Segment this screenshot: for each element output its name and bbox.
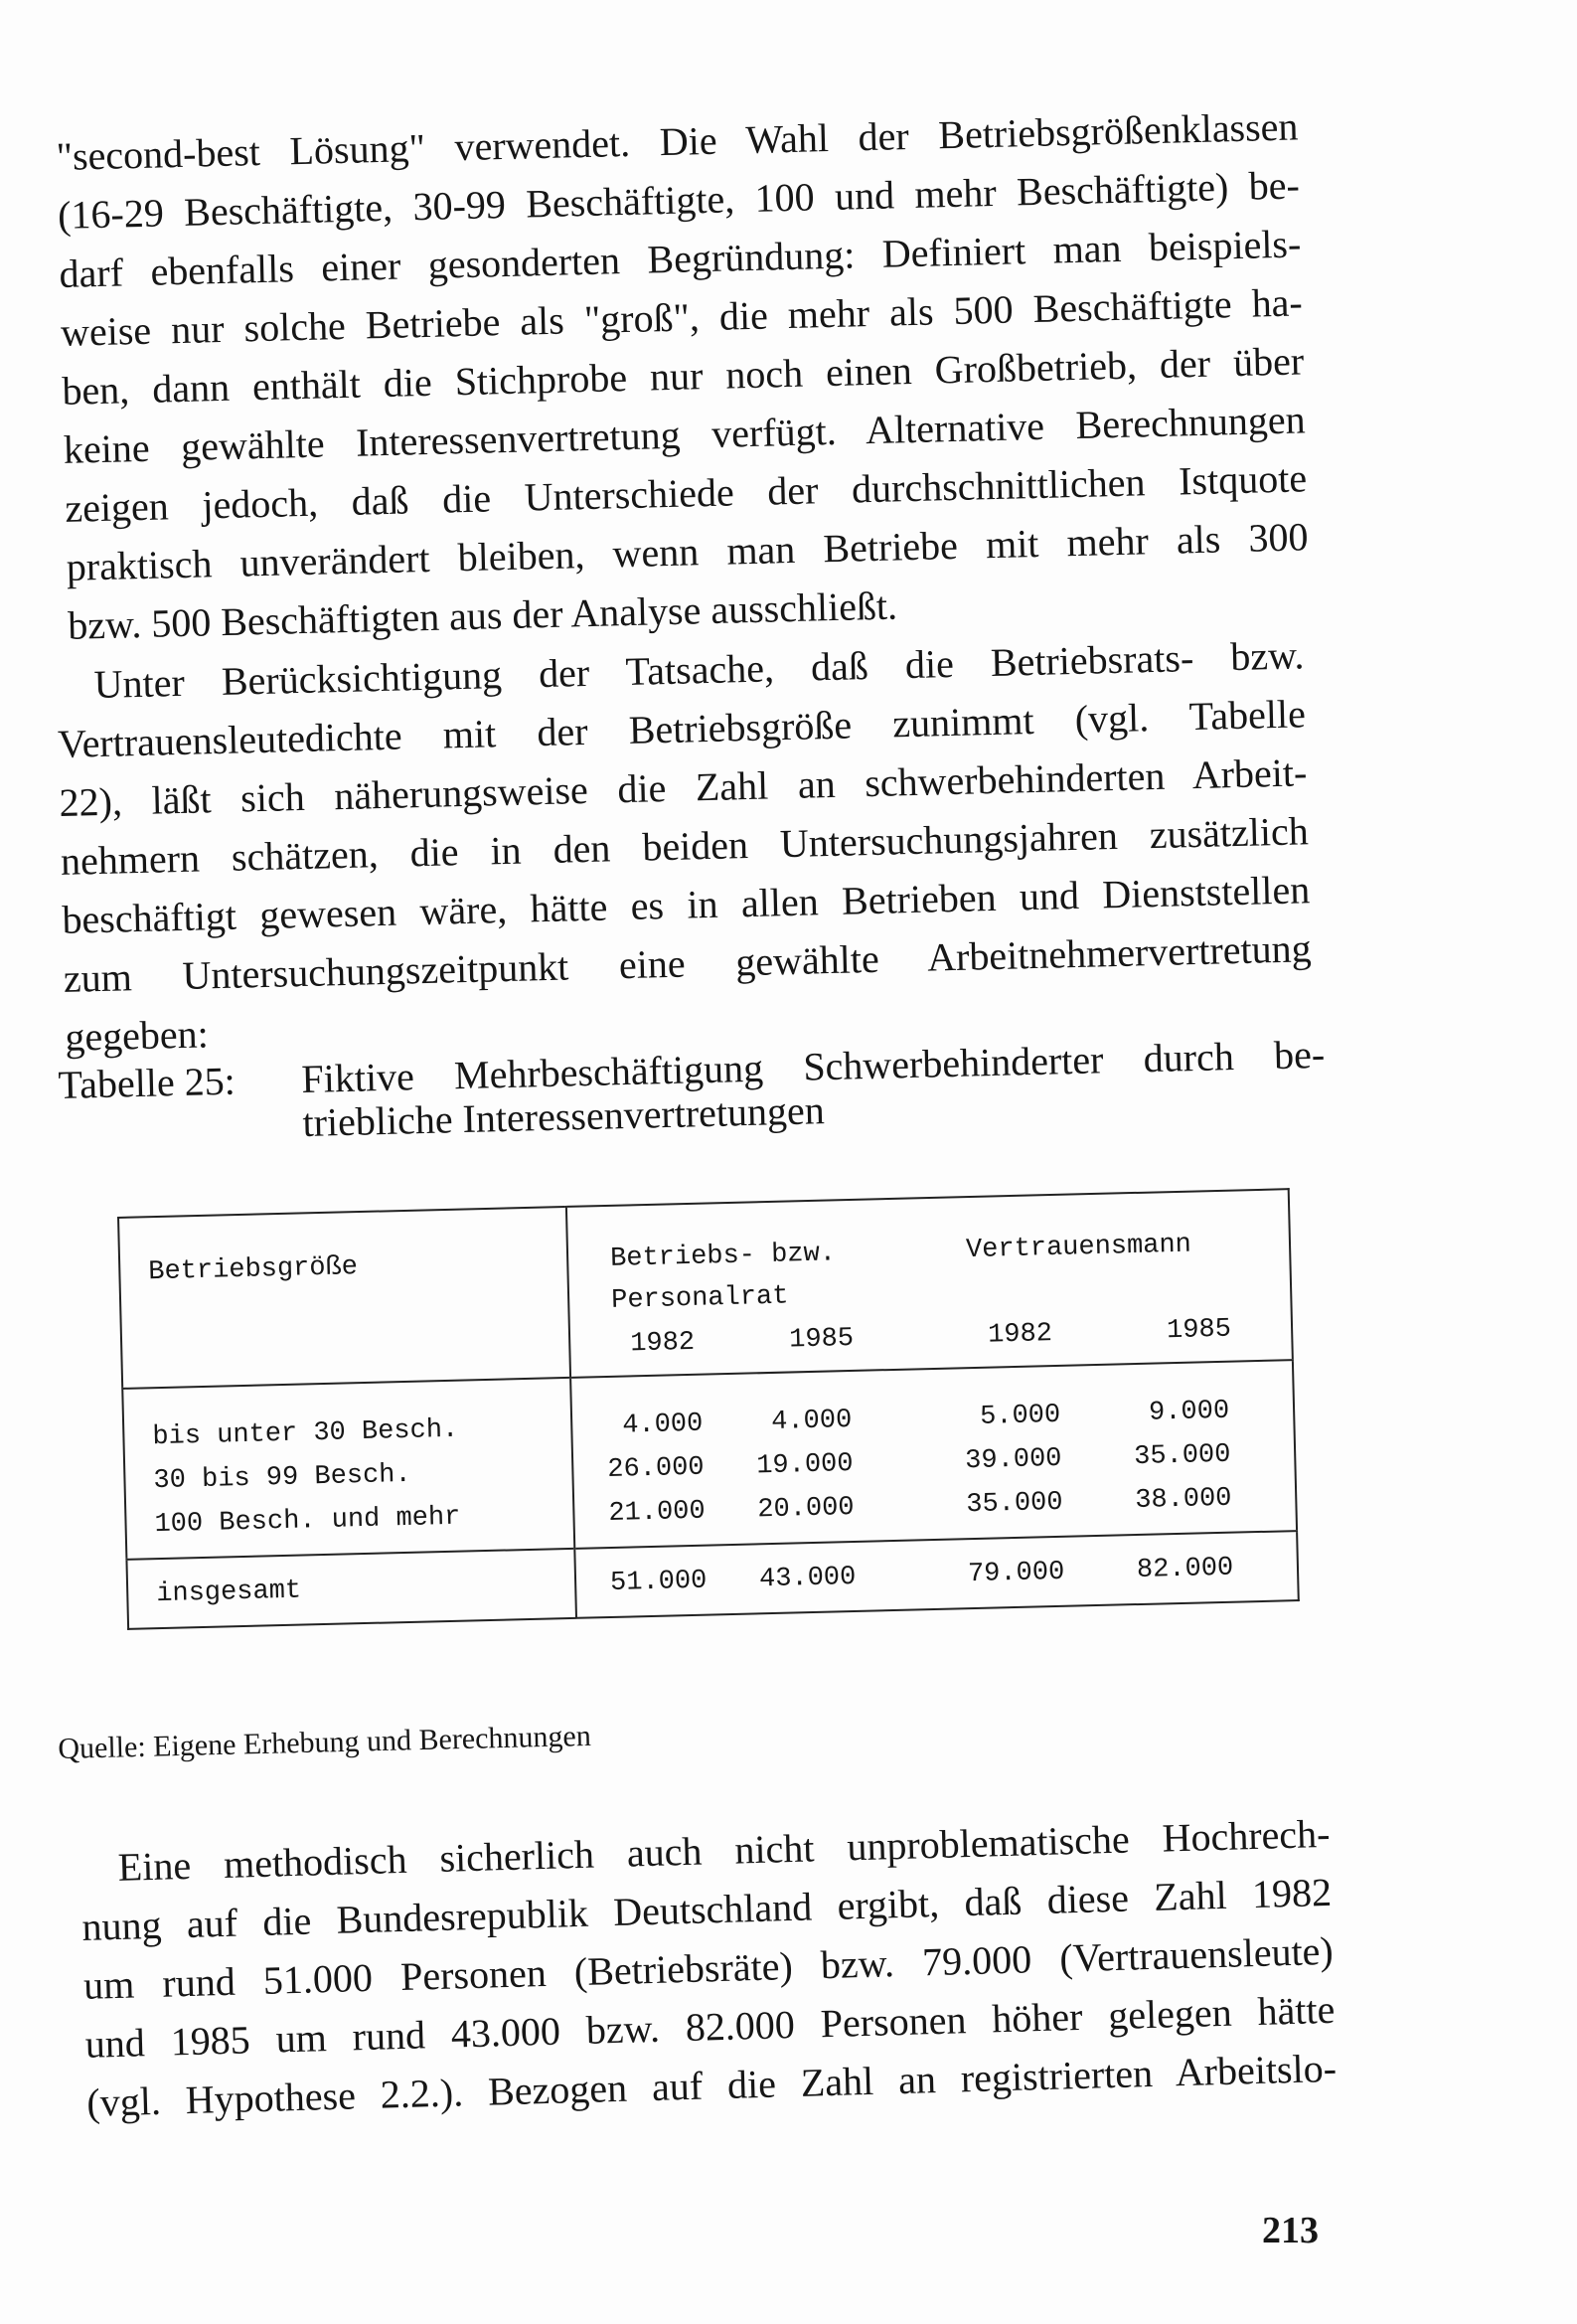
- table-body-row: [122, 1360, 1297, 1560]
- text-line: ben, dann enthält die Stichprobe nur noch einen Großbetrieb, der über: [61, 338, 1305, 414]
- table-cell: 79.000: [967, 1557, 1065, 1590]
- column-header-year: 1982: [987, 1319, 1053, 1351]
- table-header-cell: [118, 1207, 570, 1389]
- text-line: zum Untersuchungszeitpunkt eine gewählte Arbeitnehmervertretung: [63, 925, 1313, 1001]
- row-label: bis unter 30 Besch.: [152, 1414, 459, 1453]
- table-cell: 35.000: [965, 1487, 1063, 1521]
- text-line: (16-29 Beschäftigte, 30-99 Beschäftigte, 100 und mehr Beschäftigte) be-: [57, 162, 1301, 238]
- text-line: nung auf die Bundesrepublik Deutschland ergibt, daß diese Zahl 1982: [80, 1869, 1333, 1949]
- table-caption-line: triebliche Interessenvertretungen: [301, 1087, 826, 1145]
- column-group-header-vertrauensmann: Vertrauensmann: [965, 1230, 1192, 1266]
- paragraph-3: [79, 1804, 1338, 2132]
- row-label: 30 bis 99 Besch.: [153, 1459, 412, 1497]
- table-cell: 19.000: [755, 1448, 854, 1482]
- table-cell: 51.000: [609, 1566, 708, 1598]
- text-line: bzw. 500 Beschäftigten aus der Analyse ausschließt.: [67, 582, 898, 648]
- table-cell: 21.000: [608, 1496, 707, 1530]
- text-line: gegeben:: [64, 1011, 210, 1060]
- table-total-label-cell: [126, 1549, 576, 1629]
- text-line: Eine methodisch sicherlich auch nicht unproblematische Hochrech-: [117, 1810, 1331, 1890]
- table-source-note: Quelle: Eigene Erhebung und Berechnungen: [58, 1719, 592, 1765]
- table-cell: 43.000: [758, 1562, 857, 1595]
- table-header-cell: [566, 1189, 1293, 1378]
- paragraph-2: [56, 625, 1314, 1067]
- text-line: zeigen jedoch, daß die Unterschiede der durchschnittlichen Istquote: [64, 455, 1308, 531]
- column-header-year: 1985: [788, 1323, 855, 1356]
- column-group-header-betriebsrat: Betriebs- bzw.: [609, 1239, 837, 1274]
- data-table-wrapper: [117, 1188, 1300, 1634]
- column-header-betriebsgroesse: Betriebsgröße: [148, 1252, 359, 1288]
- paragraph-1: [56, 96, 1311, 654]
- table-cell: 4.000: [770, 1406, 853, 1437]
- column-header-year: 1982: [629, 1327, 696, 1360]
- table-caption-line: Fiktive Mehrbeschäftigung Schwerbehinderter durch be-: [300, 1031, 1326, 1102]
- total-row-label: insgesamt: [155, 1576, 302, 1610]
- page-number: 213: [1262, 2210, 1319, 2251]
- text-line: "second-best Lösung" verwendet. Die Wahl der Betriebsgrößenklassen: [56, 103, 1299, 179]
- table-cell: 5.000: [979, 1400, 1061, 1432]
- table-caption-label: Tabelle 25:: [57, 1058, 237, 1107]
- text-line: beschäftigt gewesen wäre, hätte es in allen Betrieben und Dienststellen: [61, 867, 1311, 942]
- table-row-labels: [122, 1378, 574, 1560]
- column-header-year: 1985: [1166, 1314, 1232, 1347]
- row-label: 100 Besch. und mehr: [154, 1502, 461, 1541]
- table-cell: 26.000: [607, 1452, 705, 1486]
- column-group-header-betriebsrat: Personalrat: [610, 1281, 789, 1316]
- table-cell: 39.000: [964, 1443, 1062, 1477]
- text-line: darf ebenfalls einer gesonderten Begründung: Definiert man beispiels-: [59, 221, 1302, 296]
- table-cell: 9.000: [1148, 1396, 1230, 1428]
- text-line: praktisch unverändert bleiben, wenn man Betriebe mit mehr als 300: [66, 514, 1309, 589]
- table-cell: 38.000: [1134, 1483, 1232, 1517]
- table-cell: 82.000: [1136, 1553, 1234, 1586]
- text-line: und 1985 um rund 43.000 bzw. 82.000 Personen höher gelegen hätte: [84, 1986, 1336, 2067]
- table-row-values: [570, 1360, 1297, 1549]
- data-table: [117, 1188, 1300, 1630]
- text-line: (vgl. Hypothese 2.2.). Bezogen auf die Zahl an registrierten Arbeitslo-: [85, 2045, 1338, 2125]
- table-cell: 20.000: [757, 1492, 855, 1526]
- text-line: Vertrauensleutedichte mit der Betriebsgröße zunimmt (vgl. Tabelle: [57, 691, 1307, 766]
- text-line: keine gewählte Interessenvertretung verfügt. Alternative Berechnungen: [63, 397, 1307, 472]
- text-line: 22), läßt sich näherungsweise die Zahl an schwerbehinderten Arbeit-: [59, 749, 1308, 825]
- table-cell: 4.000: [621, 1409, 704, 1441]
- text-line: Unter Berücksichtigung der Tatsache, daß die Betriebsrats- bzw.: [93, 632, 1305, 708]
- table-header-row: [118, 1189, 1293, 1389]
- text-line: um rund 51.000 Personen (Betriebsräte) bzw. 79.000 (Vertrauensleute): [82, 1927, 1335, 2008]
- text-line: nehmern schätzen, die in den beiden Untersuchungsjahren zusätzlich: [60, 808, 1310, 884]
- table-cell: 35.000: [1133, 1439, 1231, 1473]
- text-line: weise nur solche Betriebe als "groß", die mehr als 500 Beschäftigte ha-: [60, 279, 1304, 355]
